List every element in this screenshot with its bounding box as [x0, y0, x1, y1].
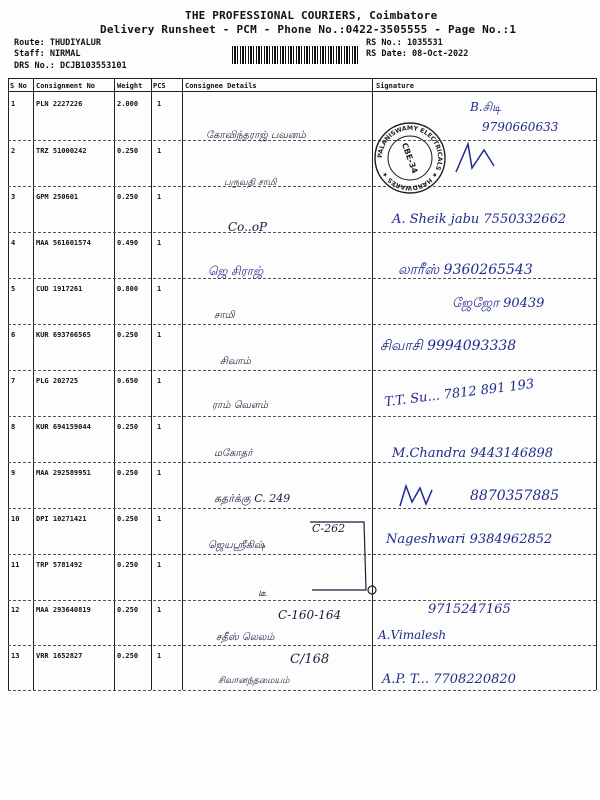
cell-consignment: PLG 202725 — [36, 377, 79, 385]
hw-consignee-name: டீ — [258, 586, 267, 599]
cell-sno: 5 — [11, 285, 16, 293]
cell-consignment: KUR 694159044 — [36, 423, 91, 431]
cell-pcs: 1 — [157, 469, 162, 477]
cell-consignment: MAA 561601574 — [36, 239, 91, 247]
cell-pcs: 1 — [157, 423, 162, 431]
hw-signature: T.T. Su... 7812 891 193 — [383, 376, 536, 411]
cell-consignment: CUD 1917261 — [36, 285, 83, 293]
cell-pcs: 1 — [157, 606, 162, 614]
hw-consignee-name: சிவானந்தமையம் — [218, 676, 290, 686]
hw-phone: 9715247165 — [428, 602, 511, 617]
row-separator — [8, 416, 596, 417]
hw-signature: ஜேஜோ 90439 — [452, 296, 545, 311]
table-top-border — [8, 78, 596, 79]
cell-sno: 1 — [11, 100, 16, 108]
hw-signature-name: B.சிடி — [470, 100, 502, 114]
cell-weight: 0.250 — [117, 652, 139, 660]
table-header-border — [8, 91, 596, 92]
cell-sno: 2 — [11, 147, 16, 155]
cell-pcs: 1 — [157, 100, 162, 108]
cell-sno: 3 — [11, 193, 16, 201]
hw-consignee-name: சதீஸ் லெலம் — [216, 632, 275, 643]
row-separator — [8, 508, 596, 509]
col-divider — [596, 78, 597, 690]
row-separator — [8, 186, 596, 187]
col-header-consignment: Consignment No — [36, 82, 96, 90]
cell-consignment: TRZ 51000242 — [36, 147, 87, 155]
hw-signature-phone: 9790660633 — [482, 120, 559, 134]
hw-signature: A.P. T... 7708220820 — [382, 672, 516, 687]
cell-pcs: 1 — [157, 193, 162, 201]
rs-number: RS No.: 1035531 — [366, 38, 443, 48]
hw-signature: சிவாசி 9994093338 — [380, 338, 517, 354]
hw-note: C/168 — [290, 652, 330, 667]
cell-sno: 13 — [11, 652, 20, 660]
cell-sno: 7 — [11, 377, 16, 385]
col-divider — [182, 78, 183, 690]
row-separator — [8, 645, 596, 646]
cell-pcs: 1 — [157, 147, 162, 155]
hw-signature: 8870357885 — [470, 488, 560, 504]
cell-consignment: KUR 693766565 — [36, 331, 91, 339]
cell-sno: 8 — [11, 423, 16, 431]
row-separator — [8, 370, 596, 371]
col-header-sno: S No — [10, 82, 27, 90]
cell-consignment: MAA 293640819 — [36, 606, 91, 614]
rs-date: RS Date: 08-Oct-2022 — [366, 49, 469, 59]
cell-weight: 0.250 — [117, 147, 139, 155]
col-divider — [151, 78, 152, 690]
cell-consignment: VRR 1652827 — [36, 652, 83, 660]
row-separator — [8, 232, 596, 233]
signature-scribble — [396, 480, 436, 510]
hw-consignee-name: சாமி — [214, 310, 235, 321]
cell-weight: 0.250 — [117, 606, 139, 614]
hw-consignee-name: பருவதி சாமி — [224, 178, 277, 188]
cell-weight: 2.000 — [117, 100, 139, 108]
row-separator — [8, 690, 596, 691]
hw-consignee-name: Co..oP — [228, 220, 268, 234]
cell-weight: 0.250 — [117, 515, 139, 523]
cell-sno: 9 — [11, 469, 16, 477]
hw-signature: Nageshwari 9384962852 — [386, 532, 553, 547]
hw-signature: A. Sheik jabu 7550332662 — [392, 212, 567, 227]
hw-consignee-name: கதர்க்கு C. 249 — [214, 492, 291, 505]
cell-consignment: GPM 250601 — [36, 193, 79, 201]
cell-weight: 0.250 — [117, 423, 139, 431]
bracket-mark — [302, 520, 380, 596]
cell-pcs: 1 — [157, 377, 162, 385]
hw-signature: A.Vimalesh — [378, 628, 447, 642]
drs-number: DRS No.: DCJB103553101 — [14, 61, 127, 71]
cell-weight: 0.250 — [117, 193, 139, 201]
cell-sno: 10 — [11, 515, 20, 523]
cell-weight: 0.490 — [117, 239, 139, 247]
col-divider — [8, 78, 9, 690]
cell-weight: 0.250 — [117, 331, 139, 339]
cell-pcs: 1 — [157, 652, 162, 660]
col-header-consignee: Consignee Details — [185, 82, 257, 90]
row-separator — [8, 462, 596, 463]
cell-pcs: 1 — [157, 239, 162, 247]
company-title: THE PROFESSIONAL COURIERS, Coimbatore — [185, 9, 438, 22]
col-header-weight: Weight — [117, 82, 143, 90]
company-stamp — [372, 120, 448, 196]
hw-consignee-name: ஜெ சிராஜ் — [208, 264, 264, 278]
hw-consignee-name: ஜெயஸ்ரீகிஷ் — [208, 540, 266, 551]
col-divider — [114, 78, 115, 690]
cell-weight: 0.250 — [117, 469, 139, 477]
hw-consignee-name: கோவிந்தராஜ் பவனம் — [206, 130, 306, 141]
row-separator — [8, 600, 596, 601]
hw-note: C-262 — [312, 522, 346, 535]
cell-sno: 4 — [11, 239, 16, 247]
cell-sno: 6 — [11, 331, 16, 339]
cell-pcs: 1 — [157, 331, 162, 339]
hw-consignee-name: ராம் வெளம் — [212, 400, 269, 411]
cell-pcs: 1 — [157, 285, 162, 293]
hw-consignee-name: சிவாம் — [220, 356, 251, 367]
cell-pcs: 1 — [157, 515, 162, 523]
hw-signature: லாரீஸ் 9360265543 — [398, 262, 533, 278]
route-label: Route: THUDIYALUR — [14, 38, 101, 48]
cell-weight: 0.800 — [117, 285, 139, 293]
stamp-ring-text: PALANISWAMY ELECTRICALS ★ HARDWARES ★ — [376, 124, 444, 192]
cell-weight: 0.650 — [117, 377, 139, 385]
stamp-center-text: CBE-34 — [399, 141, 420, 175]
staff-label: Staff: NIRMAL — [14, 49, 81, 59]
row-separator — [8, 324, 596, 325]
cell-consignment: PLN 2227226 — [36, 100, 83, 108]
hw-consignee-name: மகோதர் — [214, 448, 253, 459]
cell-pcs: 1 — [157, 561, 162, 569]
col-header-pcs: PCS — [153, 82, 166, 90]
barcode — [232, 46, 360, 64]
col-divider — [33, 78, 34, 690]
runsheet-title: Delivery Runsheet - PCM - Phone No.:0422-3505555 - Page No.:1 — [100, 23, 517, 36]
signature-scribble — [450, 138, 500, 178]
hw-note: C-160-164 — [278, 608, 342, 622]
cell-consignment: MAA 292589951 — [36, 469, 91, 477]
cell-consignment: TRP 5781492 — [36, 561, 83, 569]
cell-weight: 0.250 — [117, 561, 139, 569]
cell-sno: 11 — [11, 561, 20, 569]
col-header-signature: Signature — [376, 82, 414, 90]
cell-consignment: DPI 10271421 — [36, 515, 87, 523]
cell-sno: 12 — [11, 606, 20, 614]
hw-signature: M.Chandra 9443146898 — [392, 446, 554, 461]
